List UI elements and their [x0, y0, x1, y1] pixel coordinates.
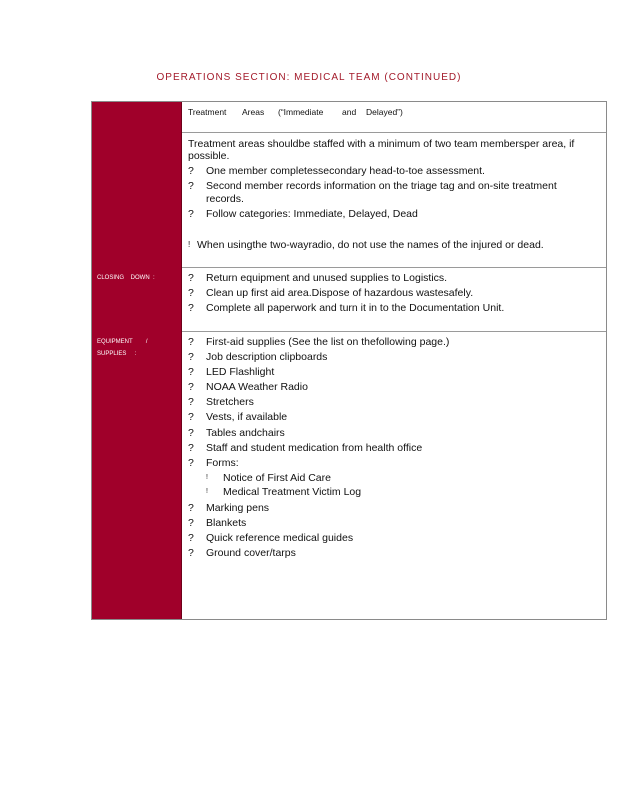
treatment-intro-line1: Treatment areas shouldbe staffed with a minimum of two team membersper area, if — [188, 138, 575, 150]
list-item: NOAA Weather Radio — [206, 381, 308, 393]
bullet-mark: ? — [188, 336, 194, 348]
section-divider — [182, 331, 606, 332]
header-and: and — [342, 107, 357, 117]
list-item: Clean up first aid area.Dispose of hazardous wastesafely. — [206, 287, 474, 299]
header-delayed: Delayed”) — [366, 107, 403, 117]
sub-bullet-mark: ! — [206, 474, 208, 481]
bullet-mark: ? — [188, 502, 194, 514]
list-item: Blankets — [206, 517, 247, 529]
bullet-mark: ? — [188, 547, 194, 559]
note-mark: ! — [188, 240, 191, 249]
list-item: Staff and student medication from health office — [206, 442, 423, 454]
list-item: Return equipment and unused supplies to Logistics. — [206, 272, 448, 284]
list-item: Stretchers — [206, 396, 254, 408]
list-item: Vests, if available — [206, 411, 288, 423]
list-item: Tables andchairs — [206, 427, 285, 439]
list-item: Marking pens — [206, 502, 270, 514]
bullet-mark: ? — [188, 381, 194, 393]
list-item: Complete all paperwork and turn it in to the Documentation Unit. — [206, 302, 505, 314]
list-item: LED Flashlight — [206, 366, 275, 378]
radio-note: When usingthe two-wayradio, do not use the names of the injured or dead. — [197, 239, 544, 251]
list-item: Ground cover/tarps — [206, 547, 296, 559]
bullet-mark: ? — [188, 366, 194, 378]
bullet-mark: ? — [188, 180, 194, 192]
sub-list-item: Notice of First Aid Care — [223, 472, 331, 484]
header-treatment: Treatment — [188, 107, 227, 117]
bullet-mark: ? — [188, 442, 194, 454]
table-header — [188, 106, 403, 119]
list-item: records. — [206, 193, 244, 205]
header-immediate: (“Immediate — [278, 107, 324, 117]
equipment-label-line2: SUPPLIES : — [97, 351, 137, 357]
bullet-mark: ? — [188, 517, 194, 529]
bullet-mark: ? — [188, 427, 194, 439]
bullet-mark: ? — [188, 411, 194, 423]
list-item: Second member records information on the triage tag and on-site treatment — [206, 180, 557, 192]
section-sidebar — [92, 102, 182, 619]
closing-down-label: CLOSING DOWN : — [97, 275, 155, 281]
bullet-mark: ? — [188, 302, 194, 314]
treatment-intro-line2: possible. — [188, 150, 230, 162]
list-item: Job description clipboards — [206, 351, 328, 363]
list-item: Follow categories: Immediate, Delayed, Dead — [206, 208, 418, 220]
header-areas: Areas — [242, 107, 265, 117]
page-title: OPERATIONS SECTION: MEDICAL TEAM (CONTINUED) — [156, 72, 462, 83]
list-item: One member completessecondary head-to-toe assessment. — [206, 165, 485, 177]
bullet-mark: ? — [188, 351, 194, 363]
bullet-mark: ? — [188, 457, 194, 469]
list-item: First-aid supplies (See the list on thefollowing page.) — [206, 336, 450, 348]
bullet-mark: ? — [188, 165, 194, 177]
bullet-mark: ? — [188, 287, 194, 299]
bullet-mark: ? — [188, 208, 194, 220]
bullet-mark: ? — [188, 396, 194, 408]
section-divider — [182, 267, 606, 268]
bullet-mark: ? — [188, 532, 194, 544]
list-item: Forms: — [206, 457, 239, 469]
sub-bullet-mark: ! — [206, 488, 208, 495]
header-divider — [182, 132, 606, 133]
bullet-mark: ? — [188, 272, 194, 284]
sub-list-item: Medical Treatment Victim Log — [223, 486, 362, 498]
medical-team-table — [91, 101, 607, 620]
list-item: Quick reference medical guides — [206, 532, 354, 544]
equipment-label-line1: EQUIPMENT / — [97, 339, 148, 345]
